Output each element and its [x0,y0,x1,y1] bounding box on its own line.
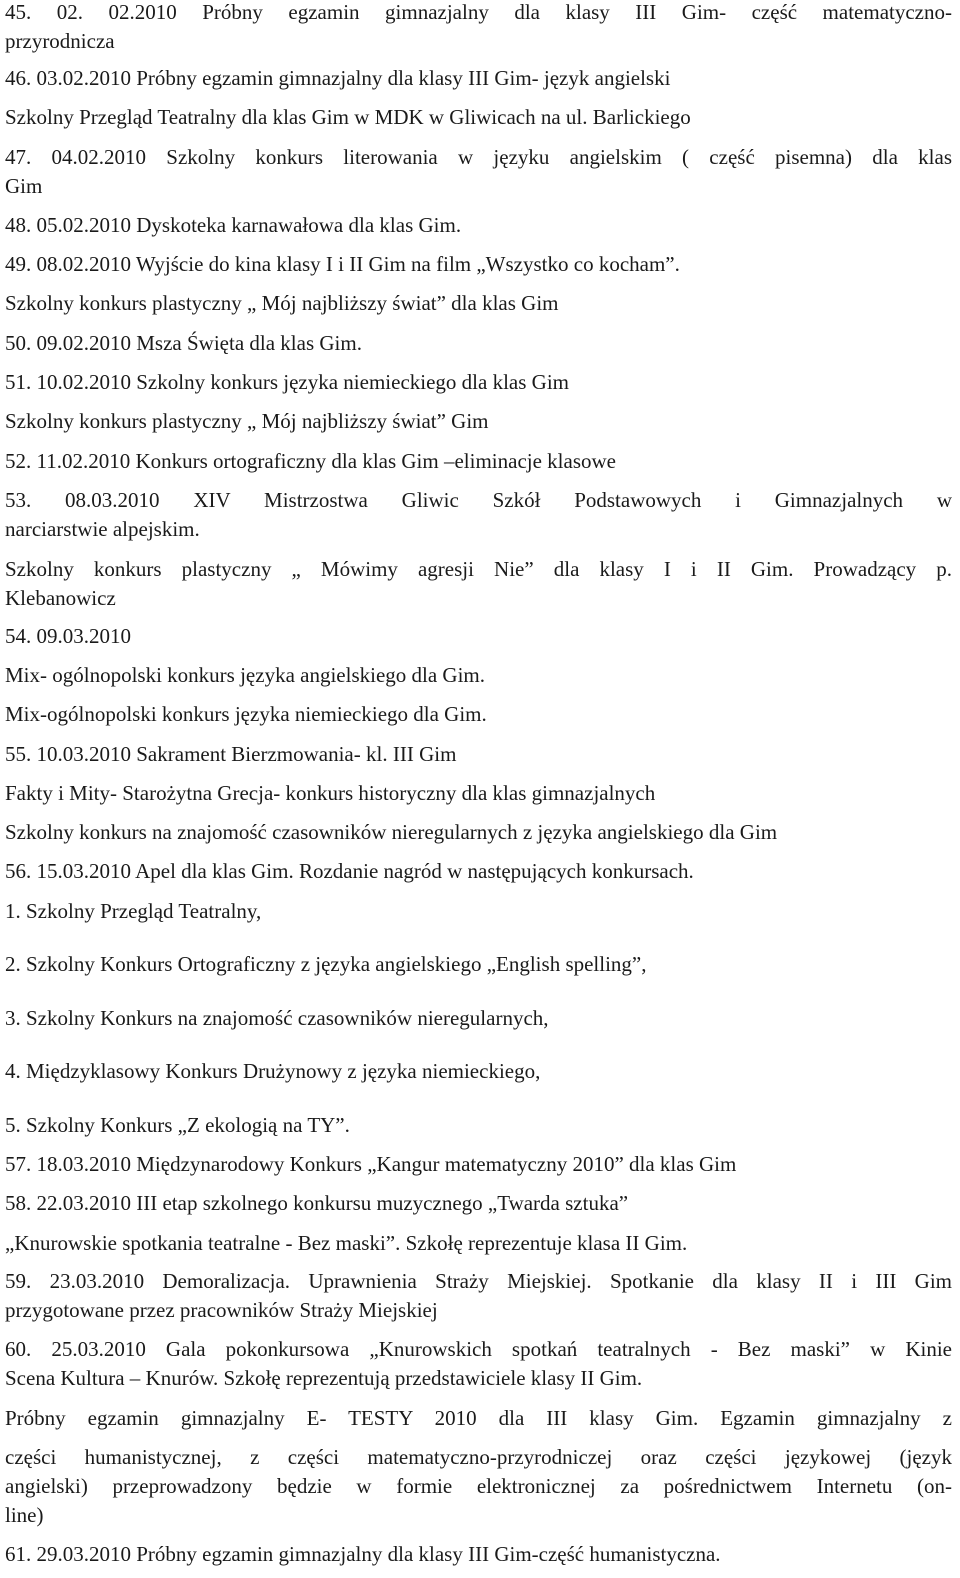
text-line: Gim [5,174,43,198]
text-line: przygotowane przez pracowników Straży Miejskiej [5,1298,438,1322]
text-line: Scena Kultura – Knurów. Szkołę reprezentują przedstawiciele klasy II Gim. [5,1366,643,1390]
text-line: Szkolny konkurs na znajomość czasowników nieregularnych z języka angielskiego dla Gim [5,820,778,844]
text-line: 50. 09.02.2010 Msza Święta dla klas Gim. [5,331,362,355]
text-line: 49. 08.02.2010 Wyjście do kina klasy I i II Gim na film „Wszystko co kocham”. [5,252,680,276]
text-line: Szkolny konkurs plastyczny „ Mój najbliższy świat” Gim [5,409,489,433]
text-line: 57. 18.03.2010 Międzynarodowy Konkurs „Kangur matematyczny 2010” dla klas Gim [5,1152,737,1176]
text-line: 59. 23.03.2010 Demoralizacja. Uprawnienia Straży Miejskiej. Spotkanie dla klasy II i III Gim [5,1269,952,1293]
text-line: narciarstwie alpejskim. [5,517,200,541]
text-line: 3. Szkolny Konkurs na znajomość czasowników nieregularnych, [5,1006,549,1030]
text-line: 55. 10.03.2010 Sakrament Bierzmowania- kl. III Gim [5,742,457,766]
text-line: 54. 09.03.2010 [5,624,131,648]
text-line: angielski) przeprowadzony będzie w formie elektronicznej za pośrednictwem Internetu (on- [5,1474,952,1498]
text-line: części humanistycznej, z części matematyczno-przyrodniczej oraz części językowej (język [5,1445,952,1469]
text-line: 56. 15.03.2010 Apel dla klas Gim. Rozdanie nagród w następujących konkursach. [5,859,694,883]
text-line: Mix- ogólnopolski konkurs języka angielskiego dla Gim. [5,663,486,687]
text-line: 51. 10.02.2010 Szkolny konkurs języka niemieckiego dla klas Gim [5,370,569,394]
text-line: Fakty i Mity- Starożytna Grecja- konkurs historyczny dla klas gimnazjalnych [5,781,656,805]
text-line: Szkolny Przegląd Teatralny dla klas Gim w MDK w Gliwicach na ul. Barlickiego [5,105,691,129]
text-line: Próbny egzamin gimnazjalny E- TESTY 2010 dla III klasy Gim. Egzamin gimnazjalny z [5,1406,952,1430]
text-line: 58. 22.03.2010 III etap szkolnego konkursu muzycznego „Twarda sztuka” [5,1191,629,1215]
text-line: Szkolny konkurs plastyczny „ Mój najbliższy świat” dla klas Gim [5,291,559,315]
text-line: 48. 05.02.2010 Dyskoteka karnawałowa dla klas Gim. [5,213,462,237]
text-line: 47. 04.02.2010 Szkolny konkurs literowania w języku angielskim ( część pisemna) dla klas [5,145,952,169]
text-line: 60. 25.03.2010 Gala pokonkursowa „Knurowskich spotkań teatralnych - Bez maski” w Kinie [5,1337,952,1361]
text-line: 1. Szkolny Przegląd Teatralny, [5,899,262,923]
text-line: Szkolny konkurs plastyczny „ Mówimy agresji Nie” dla klasy I i II Gim. Prowadzący p. [5,557,952,581]
text-line: 5. Szkolny Konkurs „Z ekologią na TY”. [5,1113,350,1137]
text-line: 2. Szkolny Konkurs Ortograficzny z języka angielskiego „English spelling”, [5,952,647,976]
text-line: 53. 08.03.2010 XIV Mistrzostwa Gliwic Szkół Podstawowych i Gimnazjalnych w [5,488,952,512]
text-line: Klebanowicz [5,586,116,610]
text-line: „Knurowskie spotkania teatralne - Bez maski”. Szkołę reprezentuje klasa II Gim. [5,1231,688,1255]
text-line: 4. Międzyklasowy Konkurs Drużynowy z języka niemieckiego, [5,1059,541,1083]
text-line: 46. 03.02.2010 Próbny egzamin gimnazjalny dla klasy III Gim- język angielski [5,66,671,90]
text-line: 45. 02. 02.2010 Próbny egzamin gimnazjalny dla klasy III Gim- część matematyczno- [5,0,952,24]
text-line: 52. 11.02.2010 Konkurs ortograficzny dla klas Gim –eliminacje klasowe [5,449,616,473]
text-line: przyrodnicza [5,29,115,53]
text-line: 61. 29.03.2010 Próbny egzamin gimnazjalny dla klasy III Gim-część humanistyczna. [5,1542,721,1566]
text-line: line) [5,1503,44,1527]
text-line: Mix-ogólnopolski konkurs języka niemieckiego dla Gim. [5,702,487,726]
